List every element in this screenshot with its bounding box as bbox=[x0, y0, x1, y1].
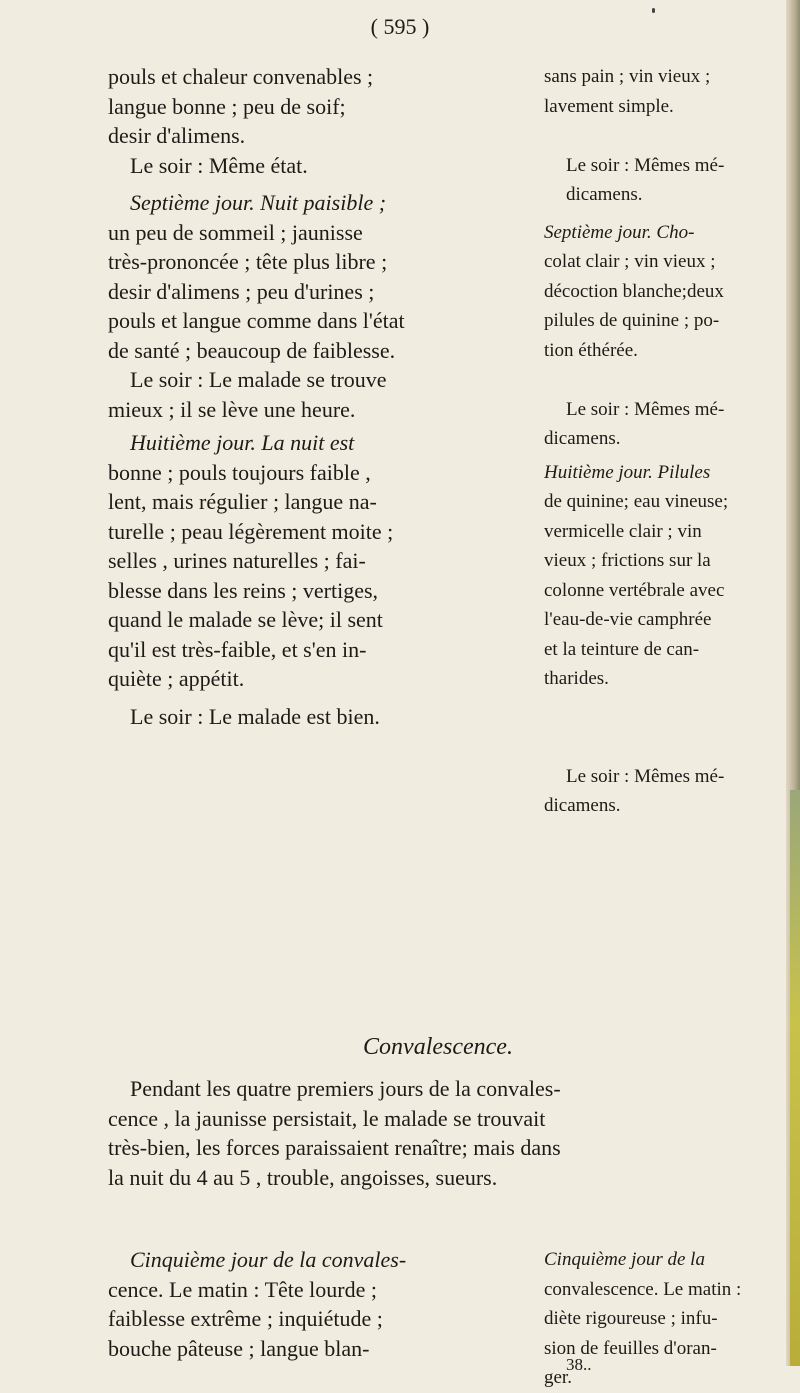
left-line: cence. Le matin : Tête lourde ; bbox=[108, 1276, 377, 1302]
section-heading: Convalescence. bbox=[363, 1034, 513, 1060]
right-line: colonne vertébrale avec bbox=[544, 579, 725, 601]
ink-speck bbox=[652, 8, 655, 13]
left-line: quand le malade se lève; il sent bbox=[108, 607, 383, 632]
right-line: dicamens. bbox=[544, 428, 621, 449]
right-line: vermicelle clair ; vin bbox=[544, 520, 702, 542]
right-line: colat clair ; vin vieux ; bbox=[544, 251, 716, 272]
right-line: Cinquième jour de la bbox=[544, 1249, 705, 1270]
left-line: selles , urines naturelles ; fai- bbox=[108, 548, 366, 573]
page-number: ( 595 ) bbox=[370, 14, 430, 39]
right-line: pilules de quinine ; po- bbox=[544, 310, 720, 331]
right-line: l'eau-de-vie camphrée bbox=[544, 609, 712, 630]
right-line: décoction blanche;deux bbox=[544, 280, 724, 302]
right-line: Huitième jour. Pilules bbox=[544, 461, 711, 483]
left-line: pouls et chaleur convenables ; bbox=[108, 64, 374, 89]
right-line: ger. bbox=[544, 1367, 572, 1388]
left-line: qu'il est très-faible, et s'en in- bbox=[108, 636, 367, 662]
paragraph-line: la nuit du 4 au 5 , trouble, angoisses, sueurs. bbox=[108, 1164, 498, 1190]
right-line: convalescence. Le matin : bbox=[544, 1278, 742, 1300]
right-line: vieux ; frictions sur la bbox=[544, 550, 711, 571]
left-line: turelle ; peau légèrement moite ; bbox=[108, 518, 394, 544]
right-line: tion éthérée. bbox=[544, 339, 638, 361]
right-line: Le soir : Mêmes mé- bbox=[566, 765, 725, 787]
left-column bbox=[108, 62, 538, 731]
right-line: Le soir : Mêmes mé- bbox=[566, 154, 725, 176]
signature-mark: 38.. bbox=[566, 1355, 592, 1374]
left-line: faiblesse extrême ; inquiétude ; bbox=[108, 1306, 383, 1331]
paragraph-line: cence , la jaunisse persistait, le malade se trouvait bbox=[108, 1105, 546, 1131]
right-line: dicamens. bbox=[544, 795, 621, 816]
left-line: desir d'alimens. bbox=[108, 123, 246, 148]
left-line: blesse dans les reins ; vertiges, bbox=[108, 577, 379, 603]
convalescence-paragraph bbox=[108, 1074, 798, 1192]
right-line: lavement simple. bbox=[544, 95, 674, 117]
right-column bbox=[544, 62, 800, 821]
right-line: de quinine; eau vineuse; bbox=[544, 491, 729, 512]
paragraph-line: très-bien, les forces paraissaient renaître; mais dans bbox=[108, 1135, 561, 1160]
right-line: sion de feuilles d'oran- bbox=[544, 1337, 717, 1359]
left-line: Huitième jour. La nuit est bbox=[130, 430, 355, 455]
paragraph-line: Pendant les quatre premiers jours de la convales- bbox=[130, 1076, 561, 1101]
page-edge-tint bbox=[790, 790, 800, 1366]
left-line: de santé ; beaucoup de faiblesse. bbox=[108, 337, 396, 363]
left-line: desir d'alimens ; peu d'urines ; bbox=[108, 278, 375, 304]
left-line: bonne ; pouls toujours faible , bbox=[108, 459, 371, 485]
left-line: langue bonne ; peu de soif; bbox=[108, 93, 346, 119]
right-line: tharides. bbox=[544, 668, 609, 689]
left-line: Le soir : Même état. bbox=[130, 152, 308, 178]
left-line: Septième jour. Nuit paisible ; bbox=[130, 190, 387, 215]
left-line: très-prononcée ; tête plus libre ; bbox=[108, 249, 388, 274]
right-line: sans pain ; vin vieux ; bbox=[544, 66, 711, 87]
right-line: et la teinture de can- bbox=[544, 638, 700, 660]
left-line: Le soir : Le malade est bien. bbox=[130, 703, 380, 729]
bottom-left-column bbox=[108, 1245, 538, 1363]
right-line: diète rigoureuse ; infu- bbox=[544, 1308, 718, 1329]
left-line: un peu de sommeil ; jaunisse bbox=[108, 219, 363, 245]
right-line: Le soir : Mêmes mé- bbox=[566, 398, 725, 420]
right-line: dicamens. bbox=[566, 184, 643, 205]
left-line: bouche pâteuse ; langue blan- bbox=[108, 1335, 370, 1361]
left-line: Cinquième jour de la convales- bbox=[130, 1247, 407, 1272]
left-line: quiète ; appétit. bbox=[108, 666, 245, 691]
right-line: Septième jour. Cho- bbox=[544, 221, 695, 243]
left-line: mieux ; il se lève une heure. bbox=[108, 396, 356, 422]
left-line: pouls et langue comme dans l'état bbox=[108, 308, 405, 333]
left-line: Le soir : Le malade se trouve bbox=[130, 367, 387, 392]
left-line: lent, mais régulier ; langue na- bbox=[108, 489, 377, 514]
